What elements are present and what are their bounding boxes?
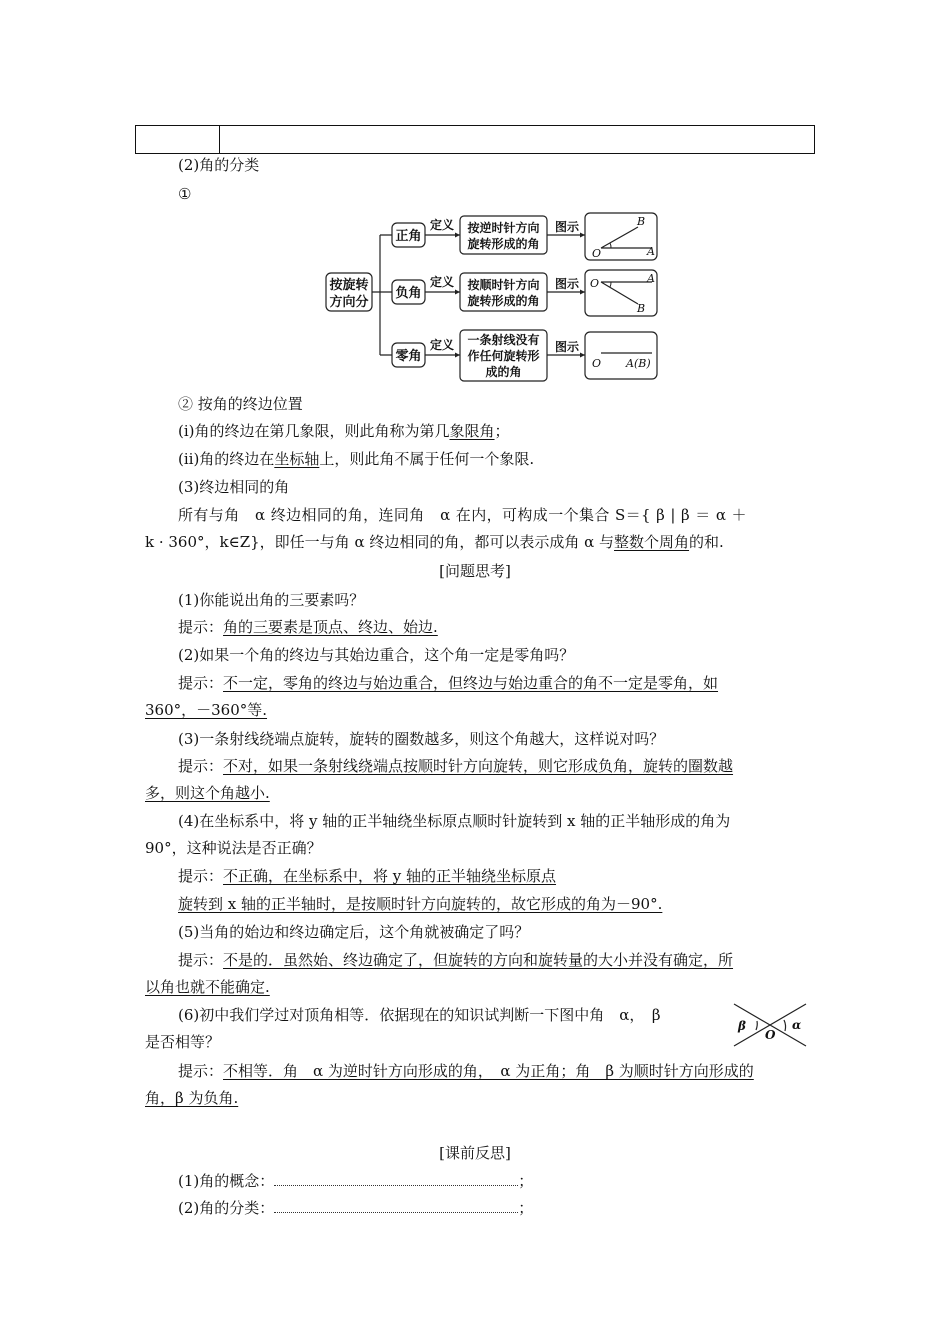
answer-6-line-1: [178, 1061, 754, 1081]
beta-label: β: [738, 1019, 746, 1033]
answer-2-text-1: 不一定，零角的终边与始边重合，但终边与始边重合的角不一定是零角，如: [223, 674, 719, 692]
quad-i-end: ；: [494, 422, 510, 440]
vertical-angles-figure: [732, 1001, 810, 1049]
question-3: (3)一条射线绕端点旋转，旋转的圈数越多，则这个角越大，这样说对吗？: [178, 730, 665, 748]
zero-fig-o: O: [592, 357, 602, 370]
answer-5-text-2: 以角也就不能确定.: [145, 978, 270, 996]
def-label-3: 定义: [429, 338, 455, 352]
zero-fig-box: [585, 332, 657, 379]
answer-1-text: 角的三要素是顶点、终边、始边.: [223, 618, 438, 636]
question-1: (1)你能说出角的三要素吗？: [178, 591, 365, 609]
reflection-1-label: (1)角的概念：: [178, 1172, 275, 1190]
section-3-title: (3)终边相同的角: [178, 478, 290, 496]
zero-angle-label: 零角: [395, 349, 422, 364]
section-2-title: (2)角的分类: [178, 156, 260, 174]
reflection-header: [课前反思]: [439, 1144, 511, 1162]
axis-angle-line: [178, 449, 534, 469]
zero-def-line-2: 作任何旋转形: [467, 349, 540, 363]
answer-2-text-2: 360°，－360°等.: [145, 701, 268, 719]
reflection-1-end: ；: [518, 1172, 534, 1190]
coterminal-paragraph-line-2: [145, 532, 724, 552]
root-line-2: 方向分: [329, 295, 369, 310]
reflection-2-blank[interactable]: [274, 1198, 518, 1213]
circle-one: ①: [178, 185, 192, 203]
hint-label: 提示：: [178, 674, 224, 692]
def-label-2: 定义: [429, 275, 455, 289]
alpha-label: α: [792, 1018, 802, 1032]
negative-def-line-2: 旋转形成的角: [467, 294, 540, 308]
quad-ii-end: 上，则此角不属于任何一个象限.: [319, 450, 535, 468]
answer-4-text-1: 不正确，在坐标系中，将 y 轴的正半轴绕坐标原点: [223, 867, 557, 885]
question-5: (5)当角的始边和终边确定后，这个角就被确定了吗？: [178, 923, 530, 941]
answer-6-text-1: 不相等．角 α 为逆时针方向形成的角， α 为正角；角 β 为顺时针方向形成的: [223, 1062, 754, 1080]
reflection-item-2: [178, 1198, 533, 1218]
answer-3-text-2: 多，则这个角越小.: [145, 784, 270, 802]
root-line-1: 按旋转: [329, 278, 369, 293]
answer-5-text-1: 不是的．虽然始、终边确定了，但旋转的方向和旋转量的大小并没有确定，所: [223, 951, 734, 969]
fig-label-3: 图示: [554, 340, 580, 354]
question-thinking-header: [问题思考]: [439, 562, 511, 580]
reflection-2-end: ；: [518, 1199, 534, 1217]
zero-fig-ab: A(B): [626, 357, 651, 370]
pos-fig-b: B: [637, 215, 646, 228]
circle-two-heading: ② 按角的终边位置: [178, 395, 303, 413]
quadrant-angle-line: [178, 421, 510, 441]
reflection-1-blank[interactable]: [274, 1171, 518, 1186]
pos-fig-o: O: [592, 247, 602, 260]
answer-6-text-2: 角，β 为负角.: [145, 1089, 239, 1107]
hint-label: 提示：: [178, 1062, 224, 1080]
answer-4-text-2: 旋转到 x 轴的正半轴时，是按顺时针方向旋转的，故它形成的角为－90°.: [178, 895, 663, 913]
hint-label: 提示：: [178, 951, 224, 969]
hint-label: 提示：: [178, 618, 224, 636]
fig-label-2: 图示: [554, 277, 580, 291]
positive-angle-label: 正角: [395, 229, 422, 244]
def-label-1: 定义: [429, 218, 455, 232]
question-6-line-1: (6)初中我们学过对顶角相等．依据现在的知识试判断一下图中角 α， β: [178, 1006, 661, 1024]
quad-i-term: 象限角: [449, 422, 495, 440]
pos-fig-a: A: [647, 245, 655, 258]
zero-def-line-3: 成的角: [485, 365, 522, 379]
negative-def-line-1: 按顺时针方向: [467, 278, 540, 292]
answer-1: [178, 617, 438, 637]
quad-ii-term: 坐标轴: [274, 450, 320, 468]
positive-def-line-1: 按逆时针方向: [467, 221, 540, 235]
hint-label: 提示：: [178, 757, 224, 775]
fig-label-1: 图示: [554, 220, 580, 234]
answer-5-line-1: [178, 950, 733, 970]
question-2: (2)如果一个角的终边与其始边重合，这个角一定是零角吗？: [178, 646, 575, 664]
question-4-line-1: (4)在坐标系中，将 y 轴的正半轴绕坐标原点顺时针旋转到 x 轴的正半轴形成的角为: [178, 812, 731, 830]
origin-label: O: [765, 1028, 776, 1042]
negative-angle-label: 负角: [395, 286, 422, 301]
answer-3-text-1: 不对，如果一条射线绕端点按顺时针方向旋转，则它形成负角，旋转的圈数越: [223, 757, 734, 775]
answer-5-line-2: [145, 977, 270, 997]
neg-fig-o: O: [590, 277, 600, 290]
coterminal-text: k · 360°，k∈Z}，即任一与角 α 终边相同的角，都可以表示成角 α 与: [145, 533, 615, 551]
coterminal-paragraph-line-1: 所有与角 α 终边相同的角，连同角 α 在内，可构成一个集合 S＝{ β | β ＝ α ＋: [178, 506, 747, 524]
answer-4-line-2: [178, 894, 662, 914]
positive-def-line-2: 旋转形成的角: [467, 237, 540, 251]
answer-3-line-2: [145, 783, 270, 803]
hint-label: 提示：: [178, 867, 224, 885]
question-6-line-2: 是否相等？: [145, 1033, 221, 1051]
neg-fig-a: A: [647, 272, 655, 285]
zero-def-line-1: 一条射线没有: [467, 333, 540, 347]
coterminal-term: 整数个周角: [614, 533, 690, 551]
answer-2-line-2: [145, 700, 267, 720]
answer-3-line-1: [178, 756, 733, 776]
angle-classification-flowchart: [320, 210, 665, 385]
quad-i-text: (ⅰ)角的终边在第几象限，则此角称为第几: [178, 422, 450, 440]
quad-ii-text: (ⅱ)角的终边在: [178, 450, 275, 468]
reflection-item-1: [178, 1171, 533, 1191]
answer-4-line-1: [178, 866, 556, 886]
answer-2-line-1: [178, 673, 718, 693]
reflection-2-label: (2)角的分类：: [178, 1199, 275, 1217]
neg-fig-b: B: [637, 302, 646, 315]
coterminal-end: 的和.: [689, 533, 724, 551]
answer-6-line-2: [145, 1088, 238, 1108]
table-divider: [219, 126, 220, 153]
header-table: [135, 125, 815, 154]
question-4-line-2: 90°，这种说法是否正确？: [145, 839, 322, 857]
